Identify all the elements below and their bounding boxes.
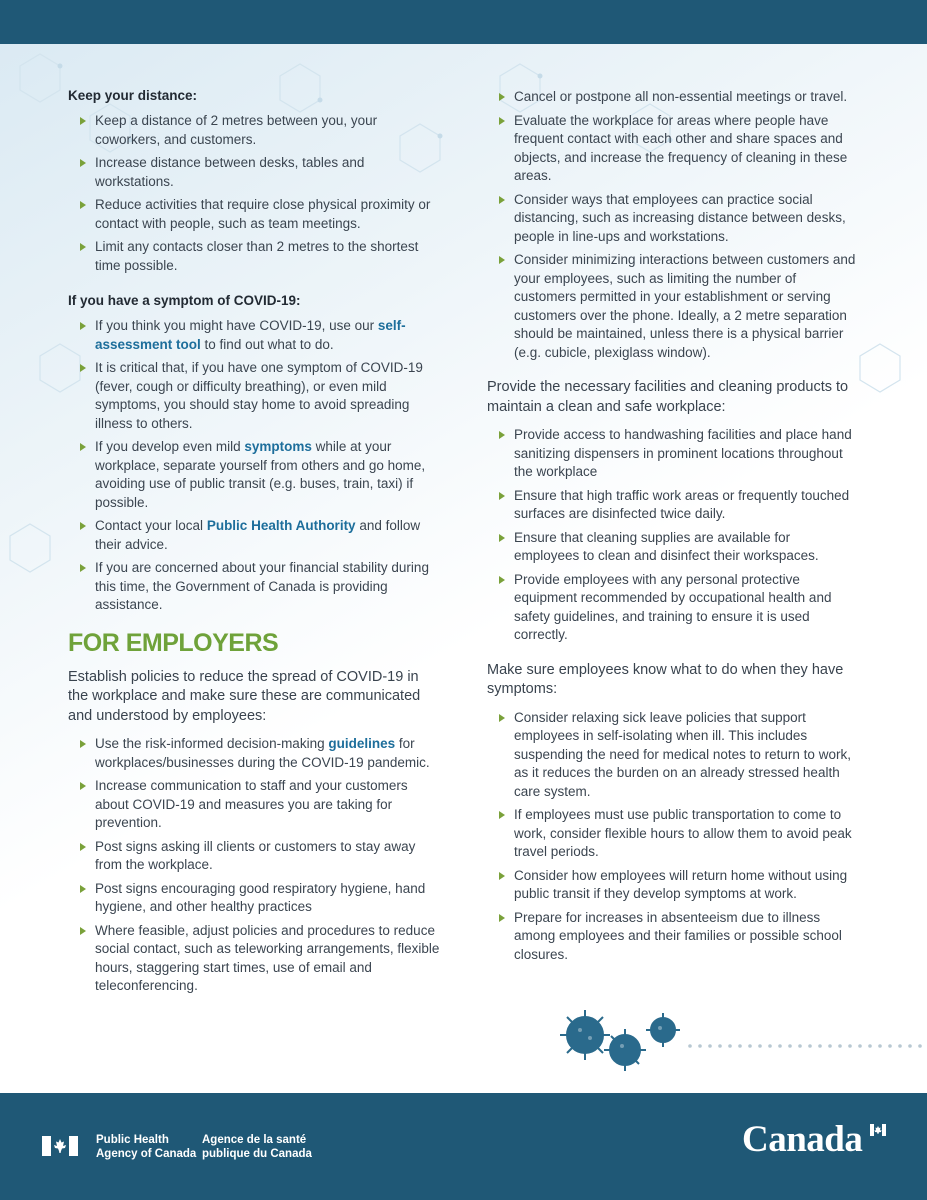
list-item: Consider relaxing sick leave policies that support employees in self-isolating when ill. This includes suspending the need for medical notes to return to work, as it reduces the burden on an already stressed health care system. [487, 709, 859, 802]
bullet-arrow-icon [499, 534, 505, 542]
guidelines-link[interactable]: guidelines [328, 736, 396, 751]
list-item: Ensure that cleaning supplies are available for employees to clean and disinfect their workspaces. [487, 529, 859, 566]
list-item: Keep a distance of 2 metres between you, your coworkers, and customers. [68, 112, 440, 149]
list-item: Use the risk-informed decision-making guidelines for workplaces/businesses during the COVID-19 pandemic. [68, 735, 440, 772]
bullet-arrow-icon [499, 914, 505, 922]
meetings-list [487, 88, 859, 362]
left-column [68, 88, 440, 1008]
list-item: Post signs encouraging good respiratory hygiene, hand hygiene, and other healthy practices [68, 880, 440, 917]
public-health-authority-link[interactable]: Public Health Authority [206, 518, 356, 533]
canada-wordmark: Canada [742, 1119, 863, 1160]
list-item: If you are concerned about your financial stability during this time, the Government of Canada is providing assistance. [68, 559, 440, 615]
bullet-arrow-icon [80, 364, 86, 372]
bullet-arrow-icon [499, 196, 505, 204]
keep-distance-heading: Keep your distance: [68, 88, 198, 103]
right-column [487, 88, 859, 976]
list-item: Increase distance between desks, tables and workstations. [68, 154, 440, 191]
agency-name-english: Public Health Agency of Canada [96, 1134, 197, 1160]
bullet-arrow-icon [499, 576, 505, 584]
list-item: It is critical that, if you have one symptom of COVID-19 (fever, cough or difficulty breathing), or even mild symptoms, you should stay home to avoid spreading illness to others. [68, 359, 440, 433]
list-item: Limit any contacts closer than 2 metres to the shortest time possible. [68, 238, 440, 275]
bullet-arrow-icon [80, 201, 86, 209]
symptom-heading: If you have a symptom of COVID-19: [68, 293, 301, 308]
list-item: Ensure that high traffic work areas or frequently touched surfaces are disinfected twice daily. [487, 487, 859, 524]
list-item: Reduce activities that require close physical proximity or contact with people, such as team meetings. [68, 196, 440, 233]
employers-list [68, 735, 440, 996]
bullet-arrow-icon [80, 117, 86, 125]
list-item: Consider minimizing interactions between customers and your employees, such as limiting the number of customers permitted in your establishment or serving customers over the phone. Ideally, a 2 metre separation should be maintained, unless there is a physical barrier (e.g. cubicle, plexiglass window). [487, 251, 859, 362]
bullet-arrow-icon [499, 431, 505, 439]
bullet-arrow-icon [499, 872, 505, 880]
list-item: Where feasible, adjust policies and procedures to reduce social contact, such as teleworking arrangements, flexible hours, staggering start times, use of email and teleconferencing. [68, 922, 440, 996]
list-item: Provide access to handwashing facilities and place hand sanitizing dispensers in prominent locations throughout the workplace [487, 426, 859, 482]
bullet-arrow-icon [80, 243, 86, 251]
bullet-arrow-icon [499, 492, 505, 500]
bullet-arrow-icon [80, 885, 86, 893]
list-item: Contact your local Public Health Authority and follow their advice. [68, 517, 440, 554]
self-assessment-link[interactable]: self-assessment tool [95, 318, 406, 352]
bullet-arrow-icon [80, 843, 86, 851]
bullet-arrow-icon [499, 117, 505, 125]
symptoms-policy-list [487, 709, 859, 965]
bullet-arrow-icon [80, 740, 86, 748]
bullet-arrow-icon [80, 782, 86, 790]
list-item: If you think you might have COVID-19, use our self-assessment tool to find out what to do. [68, 317, 440, 354]
bullet-arrow-icon [80, 443, 86, 451]
list-item: Post signs asking ill clients or customers to stay away from the workplace. [68, 838, 440, 875]
agency-name-french: Agence de la santé publique du Canada [202, 1134, 312, 1160]
list-item: Cancel or postpone all non-essential meetings or travel. [487, 88, 859, 107]
canada-flag-icon [42, 1136, 78, 1156]
bullet-arrow-icon [80, 322, 86, 330]
bullet-arrow-icon [80, 522, 86, 530]
top-band [0, 0, 927, 44]
employers-intro: Establish policies to reduce the spread of COVID-19 in the workplace and make sure these are communicated and understood by employees: [68, 668, 421, 724]
list-item: If employees must use public transportation to come to work, consider flexible hours to allow them to avoid peak travel periods. [487, 806, 859, 862]
bullet-arrow-icon [80, 927, 86, 935]
symptoms-link[interactable]: symptoms [244, 439, 312, 454]
list-item: Consider ways that employees can practice social distancing, such as increasing distance between desks, people in line-ups and workstations. [487, 191, 859, 247]
facilities-intro: Provide the necessary facilities and cleaning products to maintain a clean and safe workplace: [487, 379, 849, 415]
bullet-arrow-icon [499, 714, 505, 722]
bullet-arrow-icon [80, 564, 86, 572]
list-item: Provide employees with any personal protective equipment recommended by occupational health and safety guidelines, and training to ensure it is used correctly. [487, 571, 859, 645]
list-item: Consider how employees will return home without using public transit if they develop symptoms at work. [487, 867, 859, 904]
list-item: Evaluate the workplace for areas where people have frequent contact with each other and share spaces and objects, and increase the frequency of cleaning in these areas. [487, 112, 859, 186]
virus-illustration-icon [550, 1000, 927, 1080]
wordmark-flag-icon [870, 1124, 886, 1136]
keep-distance-list [68, 112, 440, 275]
symptom-list [68, 317, 440, 615]
bullet-arrow-icon [499, 811, 505, 819]
list-item: Increase communication to staff and your customers about COVID-19 and measures you are taking for prevention. [68, 777, 440, 833]
facilities-list [487, 426, 859, 645]
list-item: Prepare for increases in absenteeism due to illness among employees and their families or possible school closures. [487, 909, 859, 965]
list-item: If you develop even mild symptoms while at your workplace, separate yourself from others and go home, avoiding use of public transit (e.g. buses, train, taxi) if possible. [68, 438, 440, 512]
bullet-arrow-icon [80, 159, 86, 167]
employers-title: FOR EMPLOYERS [68, 628, 279, 657]
bullet-arrow-icon [499, 256, 505, 264]
symptoms-intro: Make sure employees know what to do when they have symptoms: [487, 661, 844, 697]
bullet-arrow-icon [499, 93, 505, 101]
